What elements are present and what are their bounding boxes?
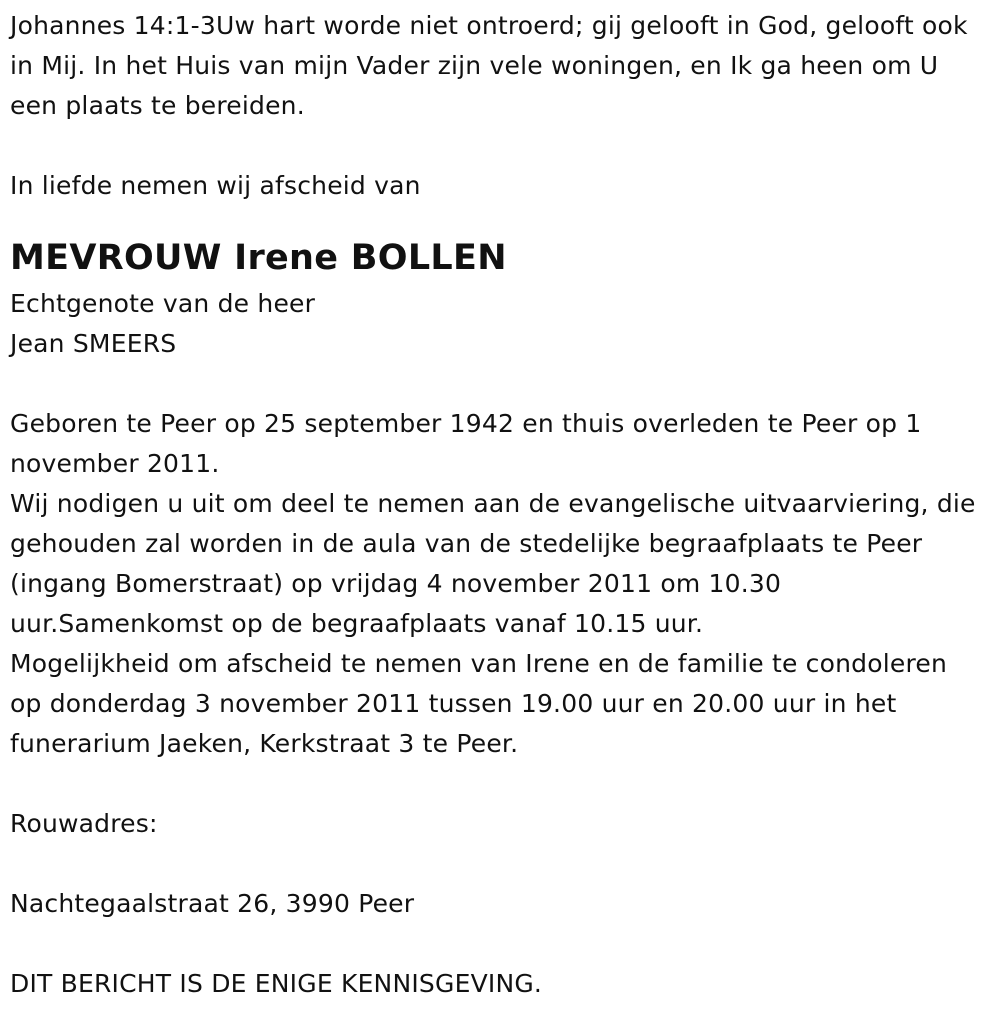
condolences-text: Mogelijkheid om afscheid te nemen van Irene en de familie te condoleren op donderdag 3 november 2011 tussen 19.00 uur en 20.00 uur in het funerarium Jaeken, Kerkstraat 3 te Peer.	[10, 649, 948, 758]
address: Nachtegaalstraat 26, 3990 Peer	[10, 889, 415, 918]
deceased-name: MEVROUW Irene BOLLEN	[10, 238, 507, 278]
spacer	[10, 924, 985, 964]
closing-text: DIT BERICHT IS DE ENIGE KENNISGEVING.	[10, 969, 543, 998]
death-notice	[10, 6, 985, 1004]
spacer	[10, 764, 985, 804]
spacer	[10, 126, 985, 166]
spouse-line-1: Echtgenote van de heer	[10, 289, 316, 318]
intro-text: In liefde nemen wij afscheid van	[10, 171, 421, 200]
bible-verse: Johannes 14:1-3Uw hart worde niet ontroerd; gij gelooft in God, gelooft ook in Mij. In het Huis van mijn Vader zijn vele woningen, en Ik ga heen om U een plaats te bereiden.	[10, 11, 968, 120]
spacer	[10, 364, 985, 404]
spacer	[10, 844, 985, 884]
birth-death-text: Geboren te Peer op 25 september 1942 en thuis overleden te Peer op 1 november 2011.	[10, 409, 922, 478]
funeral-text: Wij nodigen u uit om deel te nemen aan de evangelische uitvaarviering, die gehouden zal worden in de aula van de stedelijke begraafplaats te Peer (ingang Bomerstraat) op vrijdag 4 november 2011 om 10.30 uur.Samenkomst op de begraafplaats vanaf 10.15 uur.	[10, 489, 976, 638]
address-label: Rouwadres:	[10, 809, 158, 838]
spouse-line-2: Jean SMEERS	[10, 329, 177, 358]
